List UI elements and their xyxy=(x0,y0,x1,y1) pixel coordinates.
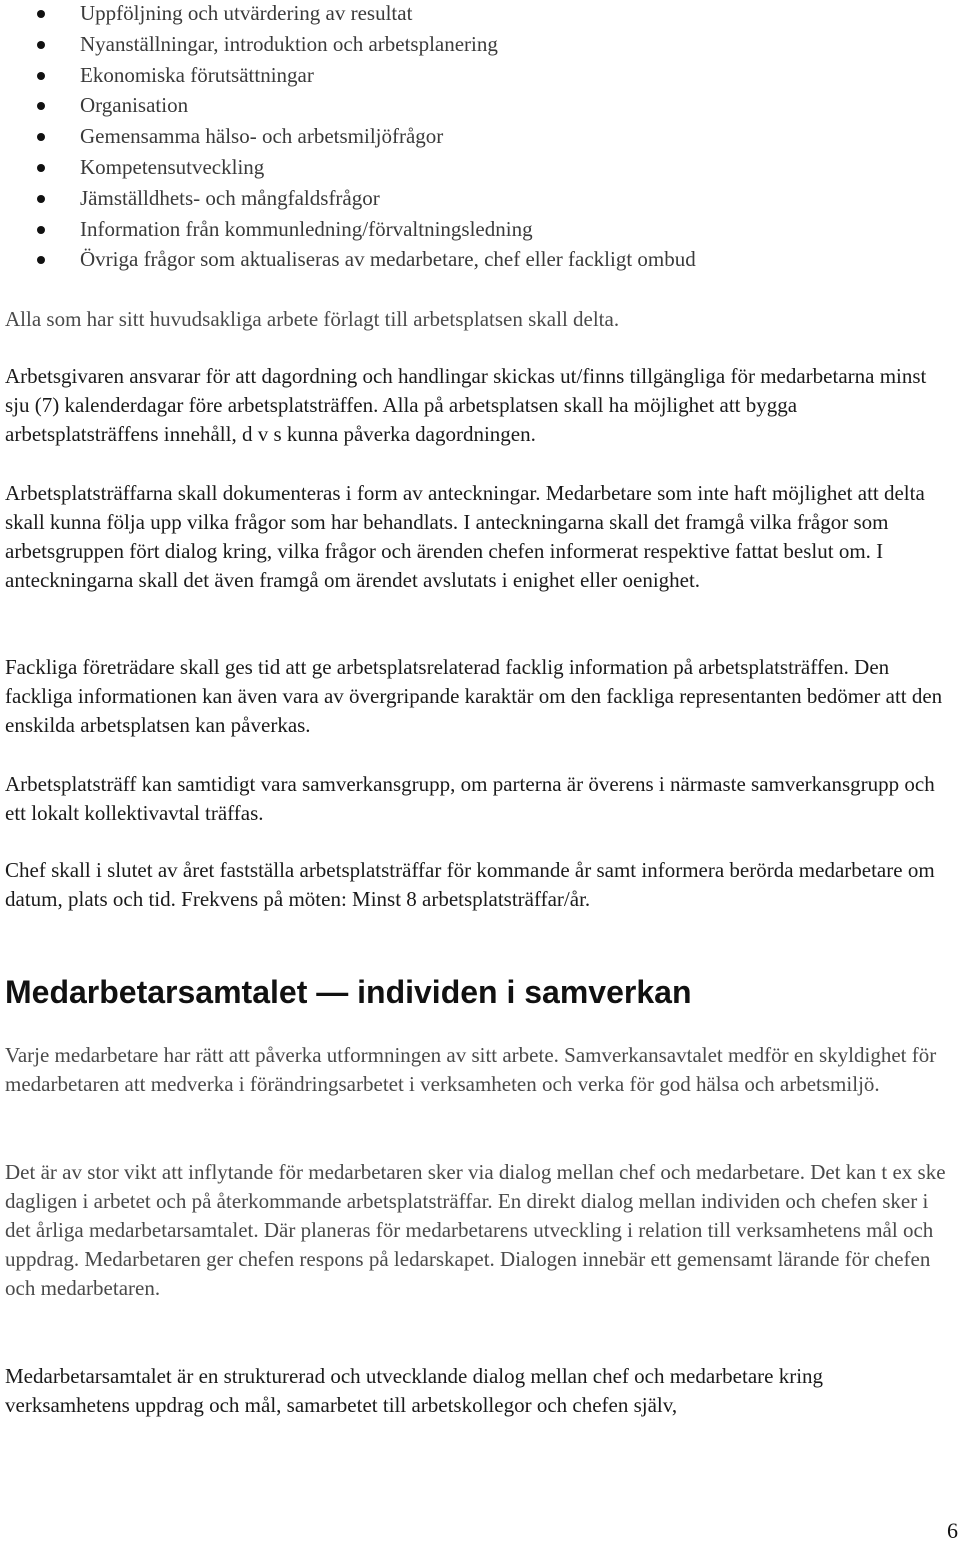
bullet-item xyxy=(0,90,960,121)
bullet-text: Nyanställningar, introduktion och arbetsplanering xyxy=(80,31,498,56)
bullet-dot-icon xyxy=(37,10,45,18)
paragraph-documentation: Arbetsplatsträffarna skall dokumenteras i form av anteckningar. Medarbetare som inte haft möjlighet att delta skall kunna följa upp vilka frågor som har behandlats. I anteckningarna skall det framgå vilka frågor som arbetsgruppen fört dialog kring, vilka frågor och ärenden chefen informerat respektive fattat beslut om. I anteckningarna skall det även framgå om ärendet avslutats i enighet eller oenighet. xyxy=(5,481,925,592)
bullet-dot-icon xyxy=(37,195,45,203)
bullet-item xyxy=(0,0,960,29)
bullet-dot-icon xyxy=(37,102,45,110)
bullet-text: Organisation xyxy=(80,93,189,118)
bullet-item xyxy=(0,183,960,214)
bullet-item xyxy=(0,121,960,152)
bullet-item xyxy=(0,244,960,275)
bullet-item xyxy=(0,214,960,245)
bullet-text: Information från kommunledning/förvaltningsledning xyxy=(80,216,533,241)
bullet-text: Uppföljning och utvärdering av resultat xyxy=(80,1,413,25)
bullet-dot-icon xyxy=(37,256,45,264)
bullet-dot-icon xyxy=(37,41,45,49)
bullet-item xyxy=(0,60,960,91)
topic-bullet-list xyxy=(0,0,960,275)
bullet-text: Kompetensutveckling xyxy=(80,154,265,179)
paragraph-annual-planning: Chef skall i slutet av året fastställa arbetsplatsträffar för kommande år samt informera berörda medarbetare om datum, plats och tid. Frekvens på möten: Minst 8 arbetsplatsträffar/år. xyxy=(5,858,935,911)
bullet-text: Jämställdhets- och mångfaldsfrågor xyxy=(80,185,380,210)
paragraph-cooperation-group: Arbetsplatsträff kan samtidigt vara samverkansgrupp, om parterna är överens i närmaste samverkansgrupp och ett lokalt kollektivavtal träffas. xyxy=(5,772,935,825)
bullet-dot-icon xyxy=(37,226,45,234)
paragraph-structured-dialog: Medarbetarsamtalet är en strukturerad och utvecklande dialog mellan chef och medarbetare kring verksamhetens uppdrag och mål, samarbetet till arbetskollegor och chefen själv, xyxy=(5,1364,824,1417)
bullet-dot-icon xyxy=(37,72,45,80)
paragraph-agenda: Arbetsgivaren ansvarar för att dagordning och handlingar skickas ut/finns tillgängliga för medarbetarna minst sju (7) kalenderdagar före arbetsplatsträffen. Alla på arbetsplatsen skall ha möjlighet att bygga arbetsplatsträffens innehåll, d v s kunna påverka dagordningen. xyxy=(5,364,927,446)
paragraph-influence: Varje medarbetare har rätt att påverka utformningen av sitt arbete. Samverkansavtalet medför en skyldighet för medarbetaren att medverka i förändringsarbetet i verksamheten och verka för god hälsa och arbetsmiljö. xyxy=(5,1043,937,1096)
bullet-dot-icon xyxy=(37,164,45,172)
paragraph-union-information: Fackliga företrädare skall ges tid att ge arbetsplatsrelaterad facklig information på arbetsplatsträffen. Den fackliga informationen kan även vara av övergripande karaktär om den fackliga representanten bedömer att den enskilda arbetsplatsen kan påverkas. xyxy=(5,655,943,737)
bullet-item xyxy=(0,152,960,183)
paragraph-attendance: Alla som har sitt huvudsakliga arbete förlagt till arbetsplatsen skall delta. xyxy=(5,307,620,331)
bullet-dot-icon xyxy=(37,133,45,141)
page-number: 6 xyxy=(947,1518,958,1543)
paragraph-dialog: Det är av stor vikt att inflytande för medarbetaren sker via dialog mellan chef och medarbetare. Det kan t ex ske dagligen i arbetet och på återkommande arbetsplatsträffar. En direkt dialog mellan individen och chefen sker i det årliga medarbetarsamtalet. Där planeras för medarbetarens utveckling i relation till verksamhetens mål och uppdrag. Medarbetaren ger chefen respons på ledarskapet. Dialogen innebär ett gemensamt lärande för chefen och medarbetaren. xyxy=(5,1160,946,1300)
bullet-text: Gemensamma hälso- och arbetsmiljöfrågor xyxy=(80,124,444,149)
bullet-text: Ekonomiska förutsättningar xyxy=(80,62,314,87)
bullet-item xyxy=(0,29,960,60)
section-heading: Medarbetarsamtalet — individen i samverkan xyxy=(5,974,692,1010)
bullet-text: Övriga frågor som aktualiseras av medarbetare, chef eller fackligt ombud xyxy=(80,247,696,272)
